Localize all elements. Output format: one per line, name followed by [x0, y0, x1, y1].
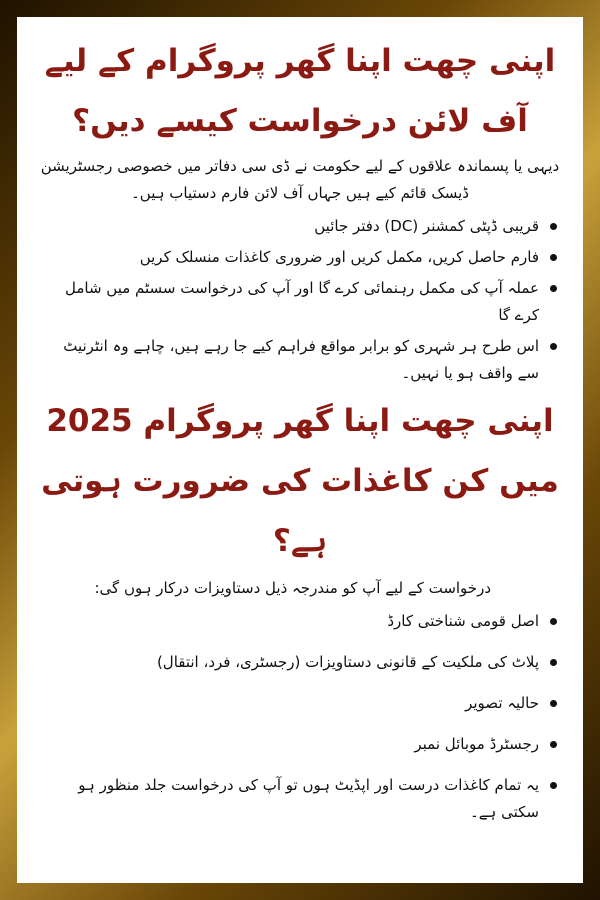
article-page [17, 17, 583, 883]
list-item: اس طرح ہر شہری کو برابر مواقع فراہم کیے جا رہے ہیں، چاہے وہ انٹرنیٹ سے واقف ہو یا نہیں۔ [39, 333, 539, 387]
list-item: اصل قومی شناختی کارڈ [39, 608, 539, 635]
offline-steps-list [39, 213, 561, 387]
list-item: پلاٹ کی ملکیت کے قانونی دستاویزات (رجسٹری، فرد، انتقال) [39, 649, 539, 676]
list-item: فارم حاصل کریں، مکمل کریں اور ضروری کاغذات منسلک کریں [39, 244, 539, 271]
list-item: یہ تمام کاغذات درست اور اپڈیٹ ہوں تو آپ کی درخواست جلد منظور ہو سکتی ہے۔ [39, 772, 539, 826]
offline-application-intro: دیہی یا پسماندہ علاقوں کے لیے حکومت نے ڈی سی دفاتر میں خصوصی رجسٹریشن ڈیسک قائم کیے ہیں جہاں آف لائن فارم دستیاب ہیں۔ [40, 157, 560, 202]
required-documents-heading: اپنی چھت اپنا گھر پروگرام 2025 میں کن کاغذات کی ضرورت ہوتی ہے؟ [41, 403, 559, 559]
offline-application-heading: اپنی چھت اپنا گھر پروگرام کے لیے آف لائن درخواست کیسے دیں؟ [44, 43, 556, 139]
list-item: قریبی ڈپٹی کمشنر (DC) دفتر جائیں [39, 213, 539, 240]
list-item: عملہ آپ کی مکمل رہنمائی کرے گا اور آپ کی درخواست سسٹم میں شامل کرے گا [39, 275, 539, 329]
required-documents-list [39, 608, 561, 826]
list-item: حالیہ تصویر [39, 690, 539, 717]
required-documents-intro: درخواست کے لیے آپ کو مندرجہ ذیل دستاویزات درکار ہوں گی: [94, 579, 491, 597]
list-item: رجسٹرڈ موبائل نمبر [39, 731, 539, 758]
